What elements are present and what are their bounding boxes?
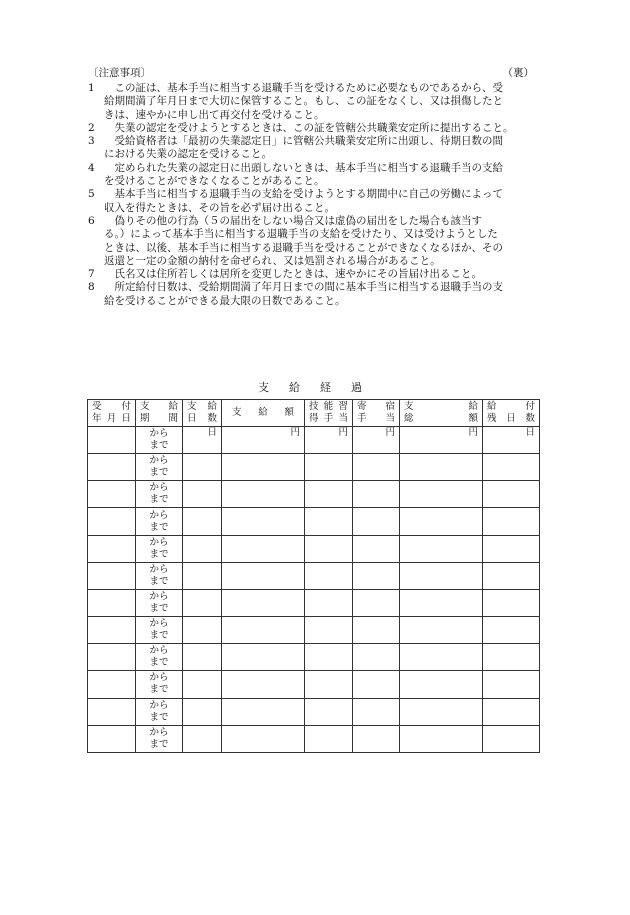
cell-remaining-days[interactable] — [483, 589, 540, 616]
cell-payment-amount[interactable] — [222, 562, 305, 589]
cell-remaining-days[interactable] — [483, 617, 540, 644]
cell-receipt-date[interactable] — [88, 725, 136, 752]
notes-title: 〔注意事項〕 — [88, 67, 151, 79]
cell-payment-period[interactable]: から まで — [136, 617, 183, 644]
cell-skill-allowance[interactable] — [305, 454, 353, 481]
cell-payment-period[interactable]: から まで — [136, 671, 183, 698]
cell-total-payment[interactable] — [400, 617, 483, 644]
cell-receipt-date[interactable] — [88, 589, 136, 616]
cell-skill-allowance[interactable] — [305, 481, 353, 508]
cell-receipt-date[interactable] — [88, 454, 136, 481]
cell-payment-period[interactable]: から まで — [136, 562, 183, 589]
note-item — [88, 135, 540, 162]
header-payment-days: 支給 日数 — [183, 400, 222, 427]
cell-receipt-date[interactable] — [88, 617, 136, 644]
cell-receipt-date[interactable] — [88, 427, 136, 454]
note-text: 基本手当に相当する退職手当の支給を受けようとする期間中に自己の労働によって 収入を得たときは、その旨を必ず届け出ること。 — [104, 188, 503, 214]
cell-remaining-days[interactable] — [483, 508, 540, 535]
table-row — [88, 535, 540, 562]
cell-payment-period[interactable]: から まで — [136, 725, 183, 752]
header-payment-period: 支給 期間 — [136, 400, 183, 427]
cell-payment-period[interactable]: から まで — [136, 589, 183, 616]
table-header-row — [88, 400, 540, 427]
cell-skill-allowance[interactable] — [305, 671, 353, 698]
table-row — [88, 589, 540, 616]
cell-total-payment[interactable] — [400, 698, 483, 725]
cell-remaining-days[interactable] — [483, 671, 540, 698]
cell-payment-amount[interactable] — [222, 644, 305, 671]
cell-lodging-allowance[interactable] — [353, 698, 400, 725]
cell-skill-allowance[interactable] — [305, 725, 353, 752]
cell-receipt-date[interactable] — [88, 671, 136, 698]
note-number: 7 — [88, 268, 95, 281]
cell-total-payment[interactable] — [400, 671, 483, 698]
cell-payment-days[interactable] — [183, 698, 222, 725]
note-number: 3 — [88, 135, 95, 148]
cell-total-payment[interactable] — [400, 508, 483, 535]
note-number: 5 — [88, 188, 95, 201]
cell-payment-period[interactable]: から まで — [136, 644, 183, 671]
cell-payment-days[interactable] — [183, 725, 222, 752]
header-lodging-allowance: 寄宿 手当 — [353, 400, 400, 427]
cell-payment-days[interactable] — [183, 508, 222, 535]
table-row — [88, 644, 540, 671]
header-remaining-days: 給付 残日数 — [483, 400, 540, 427]
note-number: 6 — [88, 214, 95, 227]
cell-total-payment[interactable] — [400, 535, 483, 562]
note-text: 定められた失業の認定日に出頭しないときは、基本手当に相当する退職手当の支給 を受けることができなくなることがあること。 — [104, 161, 503, 188]
cell-payment-amount[interactable] — [222, 617, 305, 644]
note-number: 1 — [88, 82, 95, 94]
cell-lodging-allowance[interactable] — [353, 671, 400, 698]
cell-payment-days[interactable] — [183, 617, 222, 644]
note-item — [88, 122, 540, 135]
cell-remaining-days[interactable]: 日 — [483, 427, 540, 454]
cell-receipt-date[interactable] — [88, 535, 136, 562]
table-row — [88, 508, 540, 535]
cell-total-payment[interactable] — [400, 589, 483, 616]
cell-payment-period[interactable]: から まで — [136, 508, 183, 535]
table-row — [88, 427, 540, 454]
table-row — [88, 454, 540, 481]
cell-payment-amount[interactable] — [222, 725, 305, 752]
cell-payment-days[interactable] — [183, 644, 222, 671]
notes-header — [88, 66, 540, 80]
cell-lodging-allowance[interactable] — [353, 589, 400, 616]
cell-receipt-date[interactable] — [88, 562, 136, 589]
table-row — [88, 617, 540, 644]
cell-payment-amount[interactable] — [222, 454, 305, 481]
cell-total-payment[interactable] — [400, 481, 483, 508]
header-payment-amount: 支給額 — [222, 400, 305, 427]
cell-lodging-allowance[interactable]: 円 — [353, 427, 400, 454]
cell-remaining-days[interactable] — [483, 535, 540, 562]
note-number: 8 — [88, 281, 95, 294]
cell-remaining-days[interactable] — [483, 698, 540, 725]
cell-lodging-allowance[interactable] — [353, 481, 400, 508]
cell-lodging-allowance[interactable] — [353, 562, 400, 589]
cell-payment-amount[interactable] — [222, 589, 305, 616]
cell-total-payment[interactable]: 円 — [400, 427, 483, 454]
cell-lodging-allowance[interactable] — [353, 535, 400, 562]
table-row — [88, 671, 540, 698]
cell-skill-allowance[interactable] — [305, 589, 353, 616]
cell-payment-amount[interactable] — [222, 535, 305, 562]
note-item — [88, 82, 540, 122]
note-text: 偽りその他の行為（５の届出をしない場合又は虚偽の届出をした場合も該当す る。）によって基本手当に相当する退職手当の支給を受けたり、又は受けようとした ときは、以後、基本手当に相当する退職手当を受けることができなくなるほか、その 返還と一定の金額の納付を命ぜられ、又は処罰される場合があること。 — [104, 214, 503, 267]
cell-remaining-days[interactable] — [483, 725, 540, 752]
header-receipt-date: 受付 年月日 — [88, 400, 136, 427]
cell-payment-period[interactable]: から まで — [136, 481, 183, 508]
cell-payment-period[interactable]: から まで — [136, 427, 183, 454]
cell-lodging-allowance[interactable] — [353, 725, 400, 752]
section-title: 支給経過 — [258, 381, 382, 394]
cell-lodging-allowance[interactable] — [353, 508, 400, 535]
cell-payment-amount[interactable] — [222, 671, 305, 698]
cell-payment-amount[interactable] — [222, 698, 305, 725]
table-row — [88, 725, 540, 752]
cell-receipt-date[interactable] — [88, 481, 136, 508]
cell-skill-allowance[interactable] — [305, 617, 353, 644]
cell-remaining-days[interactable] — [483, 481, 540, 508]
note-number: 2 — [88, 121, 95, 134]
payment-history-table — [87, 399, 540, 753]
note-text: 氏名又は住所若しくは居所を変更したときは、速やかにその旨届け出ること。 — [104, 268, 482, 281]
cell-remaining-days[interactable] — [483, 644, 540, 671]
cell-payment-days[interactable]: 日 — [183, 427, 222, 454]
cell-payment-period[interactable]: から まで — [136, 535, 183, 562]
cell-payment-days[interactable] — [183, 454, 222, 481]
header-skill-allowance: 技能習 得手当 — [305, 400, 353, 427]
cell-skill-allowance[interactable] — [305, 698, 353, 725]
side-label: （裏） — [502, 67, 534, 79]
note-text: 所定給付日数は、受給期間満了年月日までの間に基本手当に相当する退職手当の支 給を受けることができる最大限の日数であること。 — [104, 281, 503, 307]
cell-total-payment[interactable] — [400, 644, 483, 671]
note-item — [88, 188, 540, 215]
cell-lodging-allowance[interactable] — [353, 617, 400, 644]
cell-skill-allowance[interactable]: 円 — [305, 427, 353, 454]
cell-receipt-date[interactable] — [88, 644, 136, 671]
cell-payment-period[interactable]: から まで — [136, 698, 183, 725]
note-item — [88, 268, 540, 281]
note-item — [88, 215, 540, 268]
cell-skill-allowance[interactable] — [305, 562, 353, 589]
cell-lodging-allowance[interactable] — [353, 644, 400, 671]
cell-skill-allowance[interactable] — [305, 508, 353, 535]
cell-total-payment[interactable] — [400, 454, 483, 481]
cell-remaining-days[interactable] — [483, 454, 540, 481]
cell-payment-amount[interactable]: 円 — [222, 427, 305, 454]
cell-total-payment[interactable] — [400, 562, 483, 589]
cell-receipt-date[interactable] — [88, 508, 136, 535]
table-row — [88, 562, 540, 589]
cell-payment-amount[interactable] — [222, 508, 305, 535]
cell-payment-days[interactable] — [183, 671, 222, 698]
header-total-payment: 支給 総額 — [400, 400, 483, 427]
cell-total-payment[interactable] — [400, 725, 483, 752]
note-text: 受給資格者は「最初の失業認定日」に管轄公共職業安定所に出頭し、待期日数の間 における失業の認定を受けること。 — [104, 135, 503, 161]
cell-payment-days[interactable] — [183, 589, 222, 616]
cell-receipt-date[interactable] — [88, 698, 136, 725]
table-row — [88, 698, 540, 725]
note-item — [88, 281, 540, 308]
note-text: この証は、基本手当に相当する退職手当を受けるために必要なものであるから、受 給期間満了年月日まで大切に保管すること。もし、この証をなくし、又は損傷したと きは、速やかに申し出て再交付を受けること。 — [104, 82, 503, 121]
note-number: 4 — [88, 161, 95, 174]
table-row — [88, 481, 540, 508]
cell-skill-allowance[interactable] — [305, 644, 353, 671]
cell-payment-days[interactable] — [183, 562, 222, 589]
cell-lodging-allowance[interactable] — [353, 454, 400, 481]
cell-remaining-days[interactable] — [483, 562, 540, 589]
notes-list — [88, 82, 540, 308]
cell-payment-days[interactable] — [183, 481, 222, 508]
cell-payment-period[interactable]: から まで — [136, 454, 183, 481]
note-item — [88, 162, 540, 189]
cell-payment-amount[interactable] — [222, 481, 305, 508]
cell-skill-allowance[interactable] — [305, 535, 353, 562]
note-text: 失業の認定を受けようとするときは、この証を管轄公共職業安定所に提出すること。 — [104, 121, 514, 134]
cell-payment-days[interactable] — [183, 535, 222, 562]
